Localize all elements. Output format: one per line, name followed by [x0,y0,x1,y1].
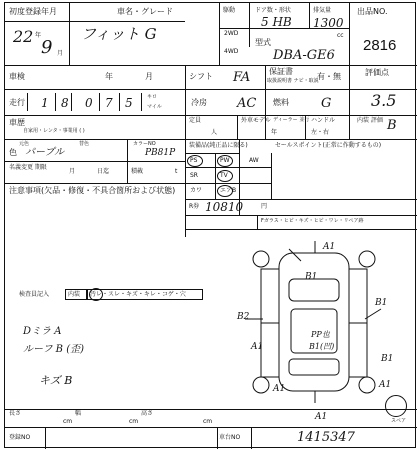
divider [5,409,417,410]
history-label: 車歴 [9,118,25,127]
warranty-sub: 取扱説明書 ナビ・取説 [267,78,319,84]
import-unit: 年 [271,129,278,136]
notes-label: 注意事項(欠品・修復・不具合箇所および状態) [9,186,176,195]
divider [185,183,271,184]
import-label: 外車モデル [241,117,271,124]
diagram-mark: A1 [273,384,286,394]
mileage-digit-5: 5 [125,96,133,110]
divider [237,115,238,139]
divider [349,3,350,115]
equip-pw: PW [220,157,230,164]
diagram-mark: A1 [323,242,336,252]
mileage-digit-1: 1 [41,96,49,110]
digit-tick [99,93,100,111]
recycle-unit: 円 [261,203,268,210]
divider [219,3,220,65]
leader-line [289,249,301,261]
equip-aw: AW [249,157,259,164]
shaken-year: 年 [105,72,113,81]
divider [217,427,218,449]
circle-mark [217,185,233,197]
digit-tick [27,93,28,111]
month-mark: 月 [57,50,64,57]
interior-value: B [387,118,397,133]
diagram-mark: B1 [305,272,318,282]
original-color-label: 元色 [19,141,30,147]
score-label: 評価点 [365,68,389,77]
exhibit-label: 出品NO. [357,7,388,16]
wheel-icon [359,251,375,267]
equip-sr: SR [190,172,198,179]
interior-label: 内装 評価 [357,117,383,124]
inspector-label: 検査員記入 [19,291,50,298]
chassis-no-value: 1415347 [297,430,355,445]
width-label: 幅 [75,410,82,417]
fuel-label: 燃料 [273,98,289,107]
spare-label: スペア [391,418,407,424]
disp-unit: cc [337,32,344,39]
equip-tv: TV [220,172,228,179]
handle-value: 左・右 [311,129,330,136]
windshield [289,279,339,301]
divider [257,215,258,229]
mileage-digit-2: 8 [61,96,69,110]
capacity-unit: 人 [211,129,218,136]
wheel-icon [253,251,269,267]
score-value: 3.5 [371,91,397,110]
capacity-label: 定員 [189,117,202,124]
unit-mile: マイル [147,104,162,110]
divider [185,229,417,230]
divider [5,161,185,162]
original-color-value: パープル [25,147,65,158]
circle-mark [217,155,233,167]
interior-tag: 内装 [68,291,81,298]
length-label: 長さ [9,410,22,417]
handle-label: ハンドル [311,117,336,124]
wheel-icon [253,377,269,393]
color-label: 色 [9,148,17,157]
divider [251,427,252,449]
digit-tick [71,93,72,111]
warranty-label: 保証書 [269,67,293,76]
wheel-icon [359,377,375,393]
car-name-value: フィット G [81,25,157,43]
divider [5,139,417,140]
digit-tick [55,93,56,111]
length-unit: cm [63,418,73,425]
history-sub: 自家用・レンタ・事業用 ( ) [23,128,85,134]
shift-label: シフト [189,72,213,81]
mileage-digit-4: 7 [105,96,113,110]
first-reg-year: 22 [13,27,34,46]
reg-no-label: 登録NO [9,434,31,441]
circle-mark [217,170,233,182]
divider [265,65,266,139]
mileage-digit-3: 0 [85,96,93,110]
diagram-mark: B1(凹) [309,342,335,351]
recycle-label: R券 [189,203,200,210]
drive-2wd: 2WD [224,30,239,37]
divider [185,167,271,168]
divider [215,153,216,199]
width-unit: cm [129,418,139,425]
ton-label: t [175,168,178,175]
loaded-label: 積載 [131,168,144,175]
drive-4wd: 4WD [224,48,239,55]
owner-change-day: 日迄 [97,168,110,175]
equip-leather: カワ [190,187,203,194]
height-unit: cm [203,418,213,425]
ac-label: 冷房 [191,98,207,107]
car-name-label: 車名・グレード [117,7,173,16]
door-label: ドア数・形状 [255,7,291,14]
sales-point-label: セールスポイント(正常に作動するもの) [275,142,382,149]
inspector-note-3: キズ B [39,374,73,387]
auction-sheet [4,2,416,448]
model-value: DBA-GE6 [273,48,335,63]
disp-label: 排気量 [313,7,332,14]
equip-label: 装備品(純正品に限る) [189,142,248,149]
owner-change-month: 月 [69,168,76,175]
diagram-mark: A1 [379,380,392,390]
door-value: 5 HB [261,15,292,29]
inspector-note-1: Dミラ A [23,326,62,337]
shift-value: FA [233,70,251,85]
diagram-mark: A1 [251,342,264,352]
unit-km: キロ [147,94,158,100]
divider [309,3,310,29]
model-label: 型式 [255,38,271,47]
divider [5,65,417,66]
owner-change-label: 名義変更 期限 [9,164,47,171]
height-label: 高さ [141,410,154,417]
divider [45,427,46,449]
spare-tire-icon [385,395,407,417]
warranty-value: 有・無 [317,72,341,81]
digit-tick [141,93,142,111]
legend-strip: Fガラス・ヒビ・キズ・ヒビ・ワレ・リペア跡 [261,218,364,224]
diagram-mark: B1 [375,298,388,308]
car-diagram [241,239,394,409]
diagram-mark: A1 [315,412,328,422]
diagram-mark: B2 [237,312,250,322]
first-reg-label: 初度登録年月 [9,7,57,16]
circle-mark [187,155,203,167]
divider [185,65,186,237]
equip-ps: PS [190,157,198,164]
rear-window [289,359,339,375]
divider [185,153,239,154]
divider [5,427,417,428]
interior-list: 汚レ・スレ・キズ・キレ・コゲ・穴 [90,291,186,298]
shaken-month: 月 [145,72,153,81]
fuel-value: G [321,96,332,111]
disp-value: 1300 [313,16,344,30]
divider [5,115,417,116]
diagram-mark: B1 [381,354,394,364]
ac-value: AC [237,96,257,111]
divider [127,139,128,183]
color-no-value: PB81P [145,148,176,158]
equip-airbag: エアB [220,187,237,194]
chassis-no-label: 車台NO [219,434,241,441]
divider [5,89,417,90]
digit-tick [119,93,120,111]
dealer-label: ディーラー 並行 [273,117,310,123]
shaken-label: 車検 [9,72,25,81]
color-no-label: カラーNO [133,141,156,147]
replace-color-label: 替色 [79,141,90,147]
divider [69,3,70,65]
recycle-value: 10810 [205,200,244,214]
inspector-note-2: ルーフ B (歪) [23,344,85,355]
divider [5,183,185,184]
drive-label: 駆動 [223,7,236,14]
circle-mark [89,288,103,301]
divider [249,3,250,47]
mileage-label: 走行 [9,98,25,107]
divider [349,115,350,139]
divider [5,21,185,22]
divider [271,153,272,199]
exhibit-value: 2816 [363,37,397,54]
divider [185,215,417,216]
first-reg-month: 9 [41,37,53,58]
diagram-mark: PP也 [311,330,330,339]
year-mark: 年 [35,32,42,39]
